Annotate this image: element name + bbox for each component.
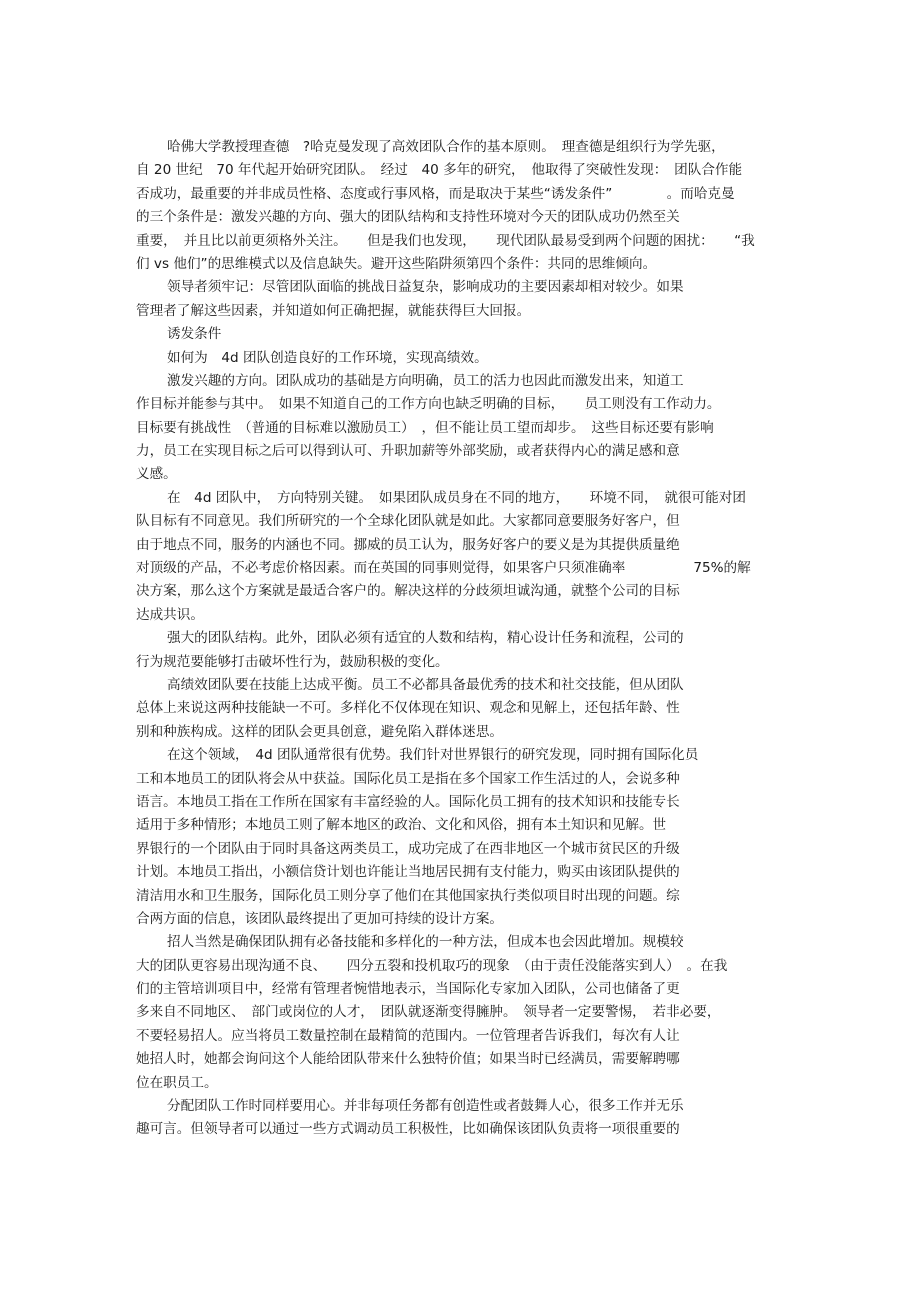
text-line: 哈佛大学教授理查德 ?哈克曼发现了高效团队合作的基本原则。 理查德是组织行为学先驱， <box>167 139 725 155</box>
text-line: 由于地点不同，服务的内涵也不同。挪威的员工认为，服务好客户的要义是为其提供质量绝 <box>136 536 680 553</box>
text-line: 队目标有不同意见。我们所研究的一个全球化团队就是如此。大家都同意要服务好客户，但 <box>136 513 680 530</box>
text-line: 决方案，那么这个方案就是最适合客户的。解决这样的分歧须坦诚沟通，就整个公司的目标 <box>136 583 680 600</box>
text-line: 目标要有挑战性 （普通的目标难以激励员工） ，但不能让员工望而却步。 这些目标还要有影响 <box>136 419 714 436</box>
text-line: 诱发条件 <box>167 326 222 343</box>
text-line: 大的团队更容易出现沟通不良、 四分五裂和投机取巧的现象 （由于责任没能落实到人） 。在我 <box>136 957 728 974</box>
text-line: 位在职员工。 <box>136 1074 218 1091</box>
text-line: 工和本地员工的团队将会从中获益。国际化员工是指在多个国家工作生活过的人，会说多种 <box>136 770 680 787</box>
text-line: 清洁用水和卫生服务，国际化员工则分享了他们在其他国家执行类似项目时出现的问题。综 <box>136 887 680 904</box>
text-line: 管理者了解这些因素，并知道如何正确把握，就能获得巨大回报。 <box>136 302 531 319</box>
text-line: 适用于多种情形；本地员工则了解本地区的政治、文化和风俗，拥有本土知识和见解。世 <box>136 817 667 834</box>
text-line: 们 vs 他们”的思维模式以及信息缺失。避开这些陷阱须第四个条件：共同的思维倾向。 <box>136 255 657 272</box>
text-line: 分配团队工作时同样要用心。并非每项任务都有创造性或者鼓舞人心，很多工作并无乐 <box>167 1098 684 1115</box>
text-line: 对顶级的产品，不必考虑价格因素。而在英国的同事则觉得，如果客户只须准确率 75%的解 <box>136 560 751 577</box>
text-line: 力，员工在实现目标之后可以得到认可、升职加薪等外部奖励，或者获得内心的满足感和意 <box>136 443 680 460</box>
text-line: 强大的团队结构。此外，团队必须有适宜的人数和结构，精心设计任务和流程，公司的 <box>167 630 684 647</box>
text-line: 激发兴趣的方向。团队成功的基础是方向明确，员工的活力也因此而激发出来，知道工 <box>167 372 684 389</box>
text-line: 作目标并能参与其中。 如果不知道自己的工作方向也缺乏明确的目标， 员工则没有工作动力。 <box>136 396 721 413</box>
text-line: 在 4d 团队中， 方向特别关键。 如果团队成员身在不同的地方， 环境不同， 就很可能对团 <box>167 489 746 506</box>
text-line: 领导者须牢记：尽管团队面临的挑战日益复杂，影响成功的主要因素却相对较少。如果 <box>167 279 684 296</box>
text-line: 高绩效团队要在技能上达成平衡。员工不必都具备最优秀的技术和社交技能，但从团队 <box>167 676 684 693</box>
text-line: 别和种族构成。这样的团队会更具创意，避免陷入群体迷思。 <box>136 723 504 740</box>
text-line: 语言。本地员工指在工作所在国家有丰富经验的人。国际化员工拥有的技术知识和技能专长 <box>136 793 680 810</box>
text-line: 趣可言。但领导者可以通过一些方式调动员工积极性，比如确保该团队负责将一项很重要的 <box>136 1121 680 1138</box>
text-line: 自 20 世纪 70 年代起开始研究团队。 经过 40 多年的研究， 他取得了突破性发现： 团队合作能 <box>136 162 743 179</box>
text-line: 多来自不同地区、 部门或岗位的人才， 团队就逐渐变得臃肿。 领导者一定要警惕， 若非必要， <box>136 1004 721 1021</box>
text-line: 界银行的一个团队由于同时具备这两类员工，成功完成了在西非地区一个城市贫民区的升级 <box>136 840 680 857</box>
text-line: 达成共识。 <box>136 606 204 623</box>
text-line: 否成功，最重要的并非成员性格、态度或行事风格，而是取决于某些“诱发条件” 。而哈克曼 <box>136 185 735 202</box>
text-line: 不要轻易招人。应当将员工数量控制在最精简的范围内。一位管理者告诉我们，每次有人让 <box>136 1027 680 1044</box>
text-line: 计划。本地员工指出，小额信贷计划也许能让当地居民拥有支付能力，购买由该团队提供的 <box>136 864 680 881</box>
text-line: 如何为 4d 团队创造良好的工作环境，实现高绩效。 <box>167 349 488 366</box>
text-line: 总体上来说这两种技能缺一不可。多样化不仅体现在知识、观念和见解上，还包括年龄、性 <box>136 700 680 717</box>
text-line: 招人当然是确保团队拥有必备技能和多样化的一种方法，但成本也会因此增加。规模较 <box>167 934 684 951</box>
text-line: 行为规范要能够打击破坏性行为，鼓励积极的变化。 <box>136 653 449 670</box>
text-line: 她招人时，她都会询问这个人能给团队带来什么独特价值；如果当时已经满员，需要解聘哪 <box>136 1051 680 1068</box>
article-body <box>136 136 786 1142</box>
text-line: 重要， 并且比以前更须格外关注。 但是我们也发现， 现代团队最易受到两个问题的困扰： “我 <box>136 232 755 249</box>
text-line: 的三个条件是：激发兴趣的方向、强大的团队结构和支持性环境对今天的团队成功仍然至关 <box>136 209 680 226</box>
text-line: 们的主管培训项目中，经常有管理者惋惜地表示，当国际化专家加入团队，公司也储备了更 <box>136 981 680 998</box>
text-line: 合两方面的信息，该团队最终提出了更加可持续的设计方案。 <box>136 910 504 927</box>
text-line: 在这个领域， 4d 团队通常很有优势。我们针对世界银行的研究发现，同时拥有国际化员 <box>167 747 699 764</box>
text-line: 义感。 <box>136 466 177 483</box>
